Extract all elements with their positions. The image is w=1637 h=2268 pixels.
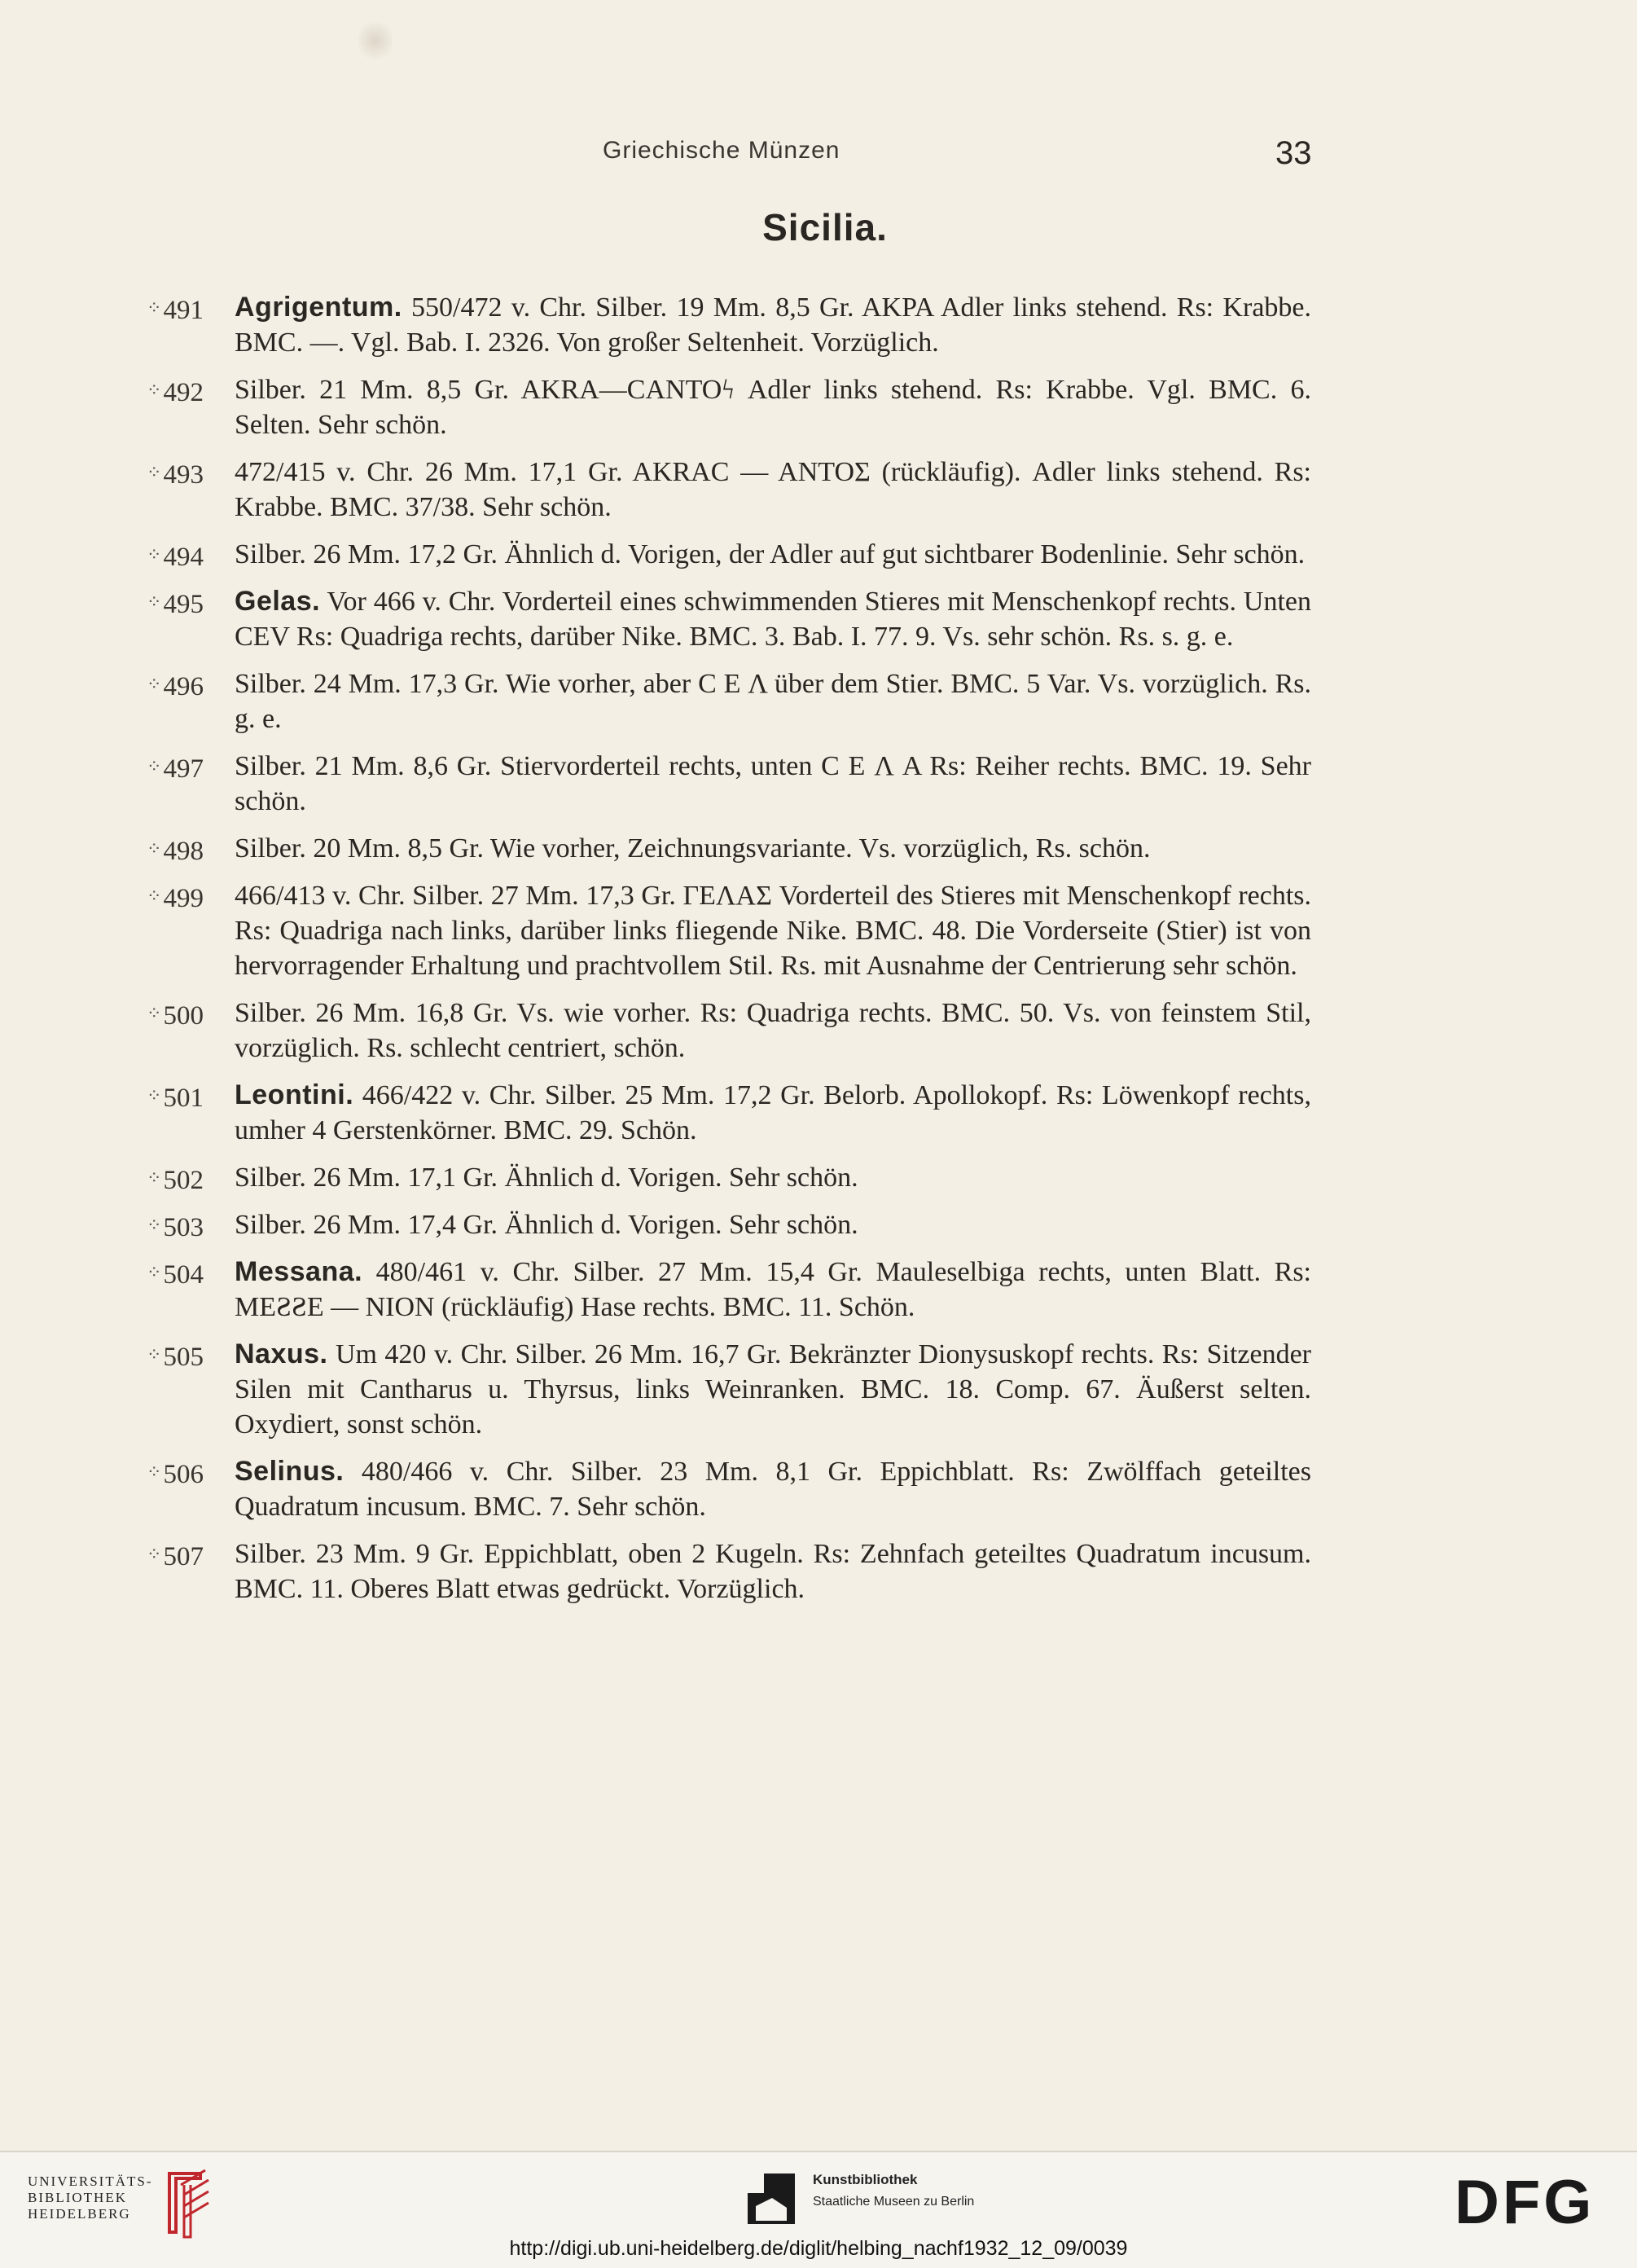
dfg-logo[interactable]: DFG: [1455, 2168, 1595, 2237]
entry-number: ⁘503: [147, 1213, 204, 1242]
catalog-entry: [147, 878, 1311, 983]
library-name: UNIVERSITÄTS- BIBLIOTHEK HEIDELBERG: [28, 2174, 153, 2222]
illustrated-mark-icon: ⁘: [147, 591, 162, 612]
catalog-entry: [147, 455, 1311, 525]
entry-number: ⁘499: [147, 884, 204, 913]
illustrated-mark-icon: ⁘: [147, 1003, 162, 1023]
catalog-entries: [147, 290, 1311, 1619]
entry-text: Leontini. 466/422 v. Chr. Silber. 25 Mm. 17,2 Gr. Belorb. Apollokopf. Rs: Löwenkopf rechts, umher 4 Gerstenkörner. BMC. 29. Schön.: [235, 1079, 1311, 1145]
illustrated-mark-icon: ⁘: [147, 886, 162, 906]
entry-number: ⁘494: [147, 543, 204, 572]
page-number: 33: [1275, 135, 1312, 171]
entry-text: Silber. 24 Mm. 17,3 Gr. Wie vorher, aber C E Λ über dem Stier. BMC. 5 Var. Vs. vorzüglich. Rs. g. e.: [235, 669, 1311, 734]
entry-number: ⁘493: [147, 460, 204, 490]
catalog-entry: [147, 1536, 1311, 1606]
entry-number: ⁘495: [147, 590, 204, 619]
heidelberg-library-logo[interactable]: [28, 2167, 215, 2240]
illustrated-mark-icon: ⁘: [147, 1215, 162, 1235]
catalog-entry: [147, 290, 1311, 360]
digitization-footer: [0, 2151, 1637, 2268]
illustrated-mark-icon: ⁘: [147, 1344, 162, 1365]
catalog-entry: [147, 1078, 1311, 1148]
entry-number: ⁘491: [147, 296, 204, 325]
place-name: Selinus.: [235, 1456, 345, 1487]
kunstbibliothek-subtitle: Staatliche Museen zu Berlin: [813, 2195, 975, 2209]
catalog-entry: [147, 996, 1311, 1066]
entry-text: Silber. 26 Mm. 16,8 Gr. Vs. wie vorher. Rs: Quadriga rechts. BMC. 50. Vs. von feinstem Stil, vorzüglich. Rs. schlecht centriert, schön.: [235, 998, 1311, 1063]
entry-text: Silber. 26 Mm. 17,1 Gr. Ähnlich d. Vorigen. Sehr schön.: [235, 1163, 858, 1193]
illustrated-mark-icon: ⁘: [147, 380, 162, 400]
entry-text: Silber. 20 Mm. 8,5 Gr. Wie vorher, Zeichnungsvariante. Vs. vorzüglich, Rs. schön.: [235, 833, 1151, 864]
catalog-entry: [147, 831, 1311, 866]
place-name: Leontini.: [235, 1079, 354, 1110]
place-name: Messana.: [235, 1256, 363, 1287]
section-title: Sicilia.: [762, 206, 888, 248]
place-name: Gelas.: [235, 586, 321, 617]
illustrated-mark-icon: ⁘: [147, 838, 162, 859]
entry-number: ⁘498: [147, 837, 204, 866]
illustrated-mark-icon: ⁘: [147, 544, 162, 565]
catalog-entry: [147, 1207, 1311, 1242]
entry-text: Silber. 23 Mm. 9 Gr. Eppichblatt, oben 2 Kugeln. Rs: Zehnfach geteiltes Quadratum incusum. BMC. 11. Oberes Blatt etwas gedrückt. Vorzüglich.: [235, 1539, 1311, 1604]
catalog-entry: [147, 372, 1311, 442]
entry-number: ⁘492: [147, 378, 204, 407]
entry-text: Silber. 21 Mm. 8,6 Gr. Stiervorderteil rechts, unten C E Λ A Rs: Reiher rechts. BMC. 19. Sehr schön.: [235, 751, 1311, 816]
catalog-entry: [147, 666, 1311, 736]
library-emblem-icon: [151, 2167, 215, 2240]
entry-text: Silber. 21 Mm. 8,5 Gr. AKRA—CANTOϟ Adler links stehend. Rs: Krabbe. Vgl. BMC. 6. Selten. Sehr schön.: [235, 375, 1311, 440]
kunstbibliothek-emblem-icon: [748, 2174, 795, 2224]
catalog-entry: [147, 1160, 1311, 1195]
running-title: Griechische Münzen: [603, 137, 840, 164]
paper-stain: [358, 18, 393, 64]
illustrated-mark-icon: ⁘: [147, 674, 162, 694]
illustrated-mark-icon: ⁘: [147, 1167, 162, 1188]
illustrated-mark-icon: ⁘: [147, 1544, 162, 1564]
entry-number: ⁘506: [147, 1460, 204, 1489]
catalog-entry: [147, 1255, 1311, 1325]
entry-text: Silber. 26 Mm. 17,2 Gr. Ähnlich d. Vorigen, der Adler auf gut sichtbarer Bodenlinie. Sehr schön.: [235, 539, 1306, 569]
illustrated-mark-icon: ⁘: [147, 1085, 162, 1105]
illustrated-mark-icon: ⁘: [147, 756, 162, 776]
illustrated-mark-icon: ⁘: [147, 1262, 162, 1282]
entry-text: 472/415 v. Chr. 26 Mm. 17,1 Gr. AKRAC — ANTOΣ (rückläufig). Adler links stehend. Rs: Krabbe. BMC. 37/38. Sehr schön.: [235, 457, 1311, 522]
catalog-entry: [147, 537, 1311, 572]
entry-number: ⁘507: [147, 1542, 204, 1571]
entry-number: ⁘500: [147, 1001, 204, 1031]
permalink-url[interactable]: http://digi.ub.uni-heidelberg.de/diglit/helbing_nachf1932_12_09/0039: [509, 2237, 1128, 2260]
entry-text: Gelas. Vor 466 v. Chr. Vorderteil eines schwimmenden Stieres mit Menschenkopf rechts. Unten CEV Rs: Quadriga rechts, darüber Nike. BMC. 3. Bab. I. 77. 9. Vs. sehr schön. Rs. s. g. e.: [235, 586, 1311, 652]
entry-number: ⁘497: [147, 754, 204, 784]
entry-text: Agrigentum. 550/472 v. Chr. Silber. 19 Mm. 8,5 Gr. AKPA Adler links stehend. Rs: Krabbe. BMC. —. Vgl. Bab. I. 2326. Von großer Seltenheit. Vorzüglich.: [235, 292, 1311, 358]
entry-text: Silber. 26 Mm. 17,4 Gr. Ähnlich d. Vorigen. Sehr schön.: [235, 1210, 858, 1240]
entry-number: ⁘501: [147, 1083, 204, 1113]
entry-number: ⁘505: [147, 1343, 204, 1372]
illustrated-mark-icon: ⁘: [147, 462, 162, 482]
catalog-entry: [147, 749, 1311, 819]
entry-text: Naxus. Um 420 v. Chr. Silber. 26 Mm. 16,7 Gr. Bekränzter Dionysuskopf rechts. Rs: Sitzender Silen mit Cantharus u. Thyrsus, links Weinranken. BMC. 18. Comp. 67. Äußerst selten. Oxydiert, sonst schön.: [235, 1338, 1311, 1439]
catalog-entry: [147, 584, 1311, 654]
entry-text: Selinus. 480/466 v. Chr. Silber. 23 Mm. 8,1 Gr. Eppichblatt. Rs: Zwölffach geteiltes Quadratum incusum. BMC. 7. Sehr schön.: [235, 1456, 1311, 1522]
kunstbibliothek-logo[interactable]: [748, 2170, 1041, 2227]
illustrated-mark-icon: ⁘: [147, 297, 162, 318]
entry-number: ⁘496: [147, 672, 204, 701]
illustrated-mark-icon: ⁘: [147, 1461, 162, 1482]
entry-number: ⁘504: [147, 1260, 204, 1290]
catalog-entry: [147, 1454, 1311, 1524]
entry-number: ⁘502: [147, 1166, 204, 1195]
entry-text: 466/413 v. Chr. Silber. 27 Mm. 17,3 Gr. ΓΕΛΑΣ Vorderteil des Stieres mit Menschenkopf rechts. Rs: Quadriga nach links, darüber links fliegende Nike. BMC. 48. Die Vorderseite (Stier) ist von hervorragender Erhaltung und prachtvollem Stil. Rs. mit Ausnahme der Centrierung sehr schön.: [235, 881, 1311, 981]
entry-text: Messana. 480/461 v. Chr. Silber. 27 Mm. 15,4 Gr. Mauleselbiga rechts, unten Blatt. Rs: MEƧƧE — NION (rückläufig) Hase rechts. BMC. 11. Schön.: [235, 1256, 1311, 1322]
catalog-entry: [147, 1337, 1311, 1442]
place-name: Naxus.: [235, 1338, 328, 1369]
place-name: Agrigentum.: [235, 292, 402, 323]
kunstbibliothek-name: Kunstbibliothek: [813, 2172, 918, 2187]
